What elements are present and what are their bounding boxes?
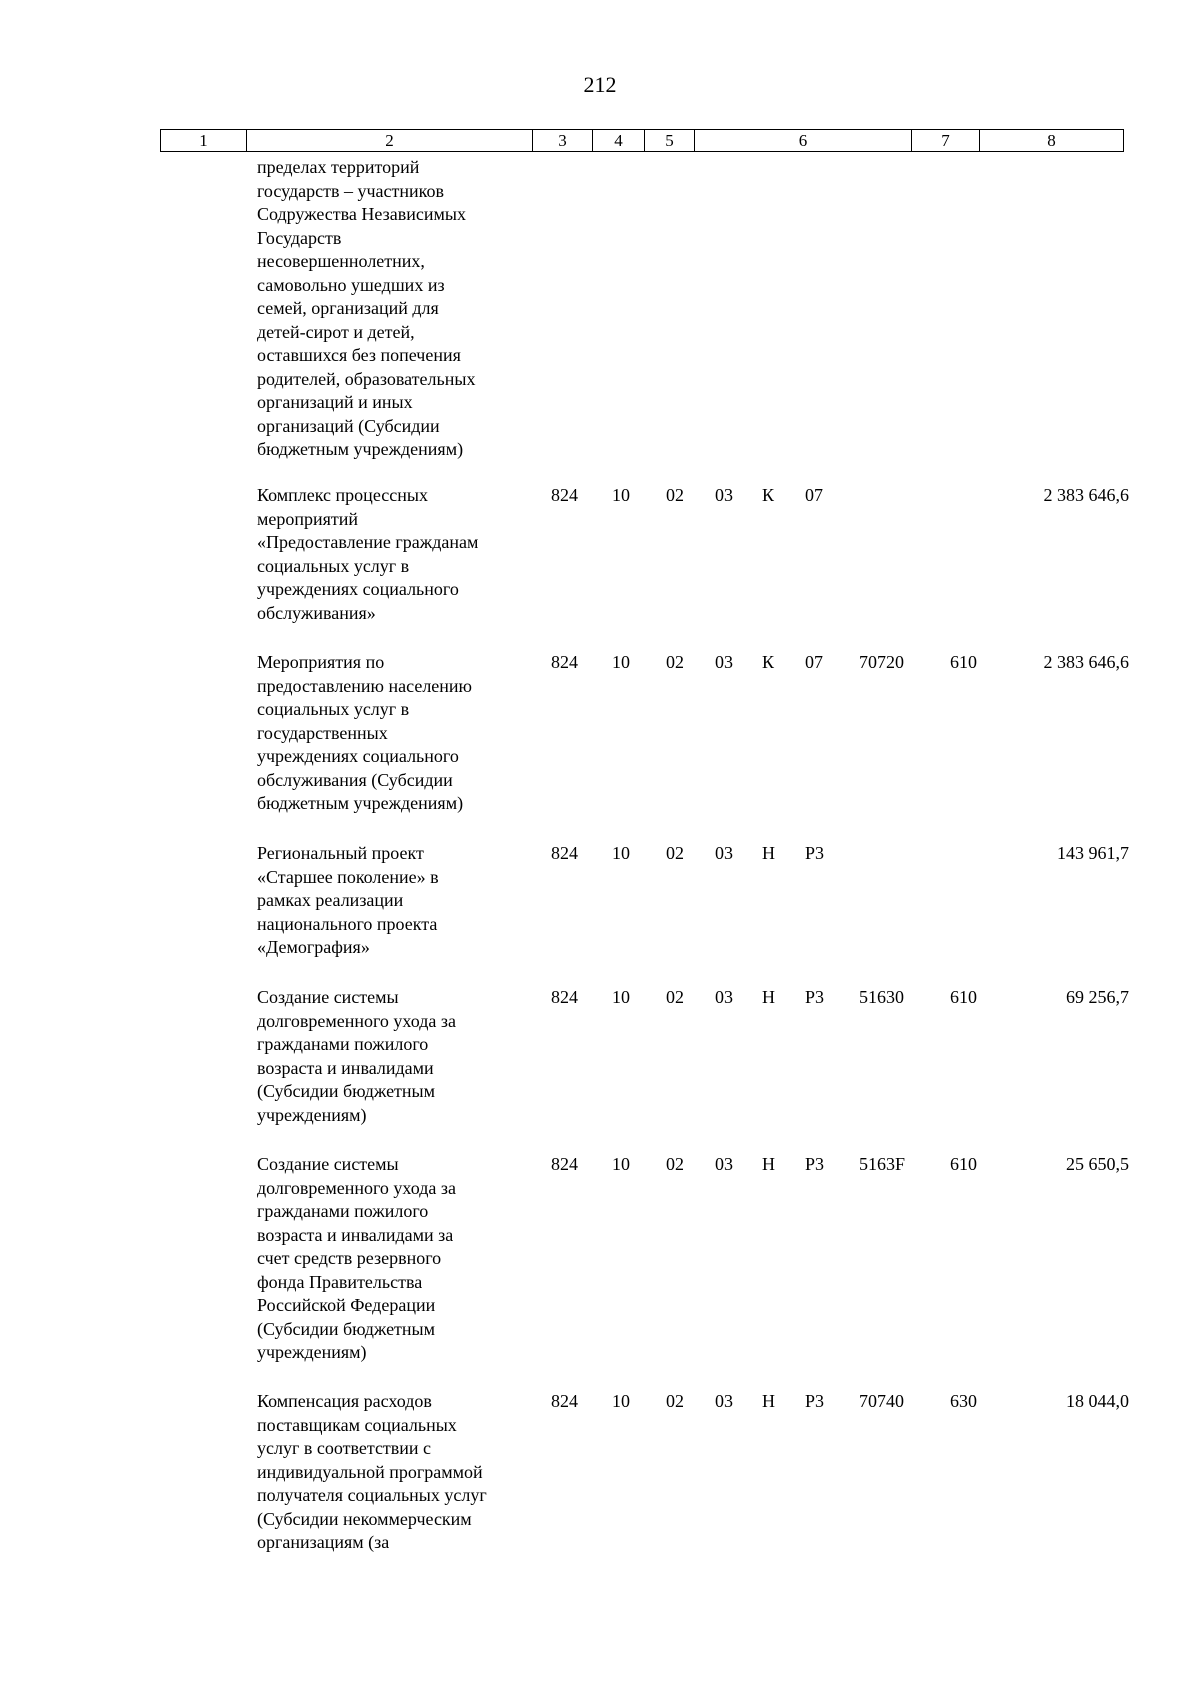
description-line: счет средств резервного bbox=[257, 1248, 442, 1268]
subsection-code: 02 bbox=[666, 652, 684, 672]
target-article-element: Р3 bbox=[805, 843, 825, 863]
subsection-code: 02 bbox=[666, 485, 684, 505]
target-article-direction: 70740 bbox=[859, 1391, 904, 1411]
target-article-program: 03 bbox=[715, 485, 733, 505]
target-article-type: К bbox=[762, 652, 775, 672]
description-line: учреждениях социального bbox=[257, 579, 459, 599]
column-header-6: 6 bbox=[695, 130, 912, 152]
description-line: рамках реализации bbox=[257, 890, 404, 910]
row-description bbox=[257, 651, 527, 816]
row-description bbox=[257, 484, 527, 625]
description-line: Компенсация расходов bbox=[257, 1391, 432, 1411]
description-line: Содружества Независимых bbox=[257, 204, 466, 224]
description-line: учреждениям) bbox=[257, 1104, 367, 1125]
description-line: национального проекта bbox=[257, 913, 438, 934]
expense-type-code: 610 bbox=[950, 1154, 977, 1174]
description-line: самовольно ушедших из bbox=[257, 274, 445, 295]
description-line: (Субсидии некоммерческим bbox=[257, 1508, 472, 1529]
column-header-5: 5 bbox=[645, 130, 695, 152]
amount: 2 383 646,6 bbox=[1043, 485, 1129, 505]
grbs-code: 824 bbox=[551, 652, 578, 672]
target-article-direction: 51630 bbox=[859, 987, 904, 1007]
subsection-code: 02 bbox=[666, 843, 684, 863]
column-header-table bbox=[160, 129, 1124, 152]
amount: 143 961,7 bbox=[1057, 843, 1129, 863]
description-line: организаций (Субсидии bbox=[257, 415, 440, 436]
description-line: бюджетным учреждениям) bbox=[257, 439, 464, 459]
target-article-type: Н bbox=[762, 987, 775, 1007]
grbs-code: 824 bbox=[551, 843, 578, 863]
expense-type-code: 610 bbox=[950, 987, 977, 1007]
section-code: 10 bbox=[612, 485, 630, 505]
target-article-type: К bbox=[762, 485, 775, 505]
target-article-direction: 5163F bbox=[859, 1154, 906, 1174]
subsection-code: 02 bbox=[666, 987, 684, 1007]
grbs-code: 824 bbox=[551, 1391, 578, 1411]
amount: 18 044,0 bbox=[1066, 1391, 1129, 1411]
description-line: «Предоставление гражданам bbox=[257, 532, 479, 552]
column-header-7: 7 bbox=[912, 130, 980, 152]
target-article-element: Р3 bbox=[805, 987, 825, 1007]
row-description bbox=[257, 842, 527, 960]
description-line: организациям (за bbox=[257, 1532, 390, 1552]
amount: 69 256,7 bbox=[1066, 987, 1129, 1007]
column-header-2: 2 bbox=[247, 130, 533, 152]
description-line: социальных услуг в bbox=[257, 555, 410, 576]
description-line: «Демография» bbox=[257, 937, 370, 957]
section-code: 10 bbox=[612, 652, 630, 672]
description-line: (Субсидии бюджетным bbox=[257, 1318, 436, 1339]
expense-type-code: 610 bbox=[950, 652, 977, 672]
section-code: 10 bbox=[612, 1154, 630, 1174]
target-article-program: 03 bbox=[715, 652, 733, 672]
description-line: гражданами пожилого bbox=[257, 1201, 429, 1221]
description-line: Мероприятия по bbox=[257, 652, 385, 672]
column-header-4: 4 bbox=[593, 130, 645, 152]
description-line: гражданами пожилого bbox=[257, 1034, 429, 1054]
description-line: возраста и инвалидами bbox=[257, 1057, 434, 1078]
row-description bbox=[257, 156, 527, 462]
grbs-code: 824 bbox=[551, 1154, 578, 1174]
description-line: Государств bbox=[257, 227, 342, 248]
description-line: учреждениям) bbox=[257, 1342, 367, 1362]
description-line: государственных bbox=[257, 722, 388, 743]
description-line: социальных услуг в bbox=[257, 699, 410, 719]
target-article-program: 03 bbox=[715, 843, 733, 863]
description-line: Комплекс процессных bbox=[257, 485, 428, 505]
description-line: бюджетным учреждениям) bbox=[257, 793, 464, 813]
description-line: поставщикам социальных bbox=[257, 1414, 457, 1435]
description-line: предоставлению населению bbox=[257, 675, 473, 696]
description-line: услуг в соответствии с bbox=[257, 1438, 432, 1458]
expense-type-code: 630 bbox=[950, 1391, 977, 1411]
description-line: государств – участников bbox=[257, 180, 444, 201]
description-line: долговременного ухода за bbox=[257, 1177, 456, 1198]
grbs-code: 824 bbox=[551, 987, 578, 1007]
description-line: Региональный проект bbox=[257, 843, 424, 863]
description-line: несовершеннолетних, bbox=[257, 251, 425, 271]
target-article-program: 03 bbox=[715, 987, 733, 1007]
subsection-code: 02 bbox=[666, 1391, 684, 1411]
description-line: оставшихся без попечения bbox=[257, 345, 461, 365]
section-code: 10 bbox=[612, 1391, 630, 1411]
description-line: учреждениях социального bbox=[257, 746, 459, 766]
row-description bbox=[257, 1390, 527, 1555]
target-article-direction: 70720 bbox=[859, 652, 904, 672]
grbs-code: 824 bbox=[551, 485, 578, 505]
amount: 2 383 646,6 bbox=[1043, 652, 1129, 672]
description-line: обслуживания» bbox=[257, 602, 376, 623]
description-line: фонда Правительства bbox=[257, 1271, 423, 1292]
target-article-element: Р3 bbox=[805, 1154, 825, 1174]
target-article-type: Н bbox=[762, 1391, 775, 1411]
description-line: Создание системы bbox=[257, 1154, 399, 1174]
column-header-3: 3 bbox=[533, 130, 593, 152]
description-line: долговременного ухода за bbox=[257, 1010, 456, 1031]
description-line: родителей, образовательных bbox=[257, 368, 476, 389]
target-article-element: 07 bbox=[805, 652, 823, 672]
section-code: 10 bbox=[612, 843, 630, 863]
description-line: возраста и инвалидами за bbox=[257, 1224, 454, 1245]
target-article-element: Р3 bbox=[805, 1391, 825, 1411]
column-header-row bbox=[161, 130, 1124, 152]
target-article-program: 03 bbox=[715, 1391, 733, 1411]
description-line: получателя социальных услуг bbox=[257, 1485, 487, 1505]
description-line: Создание системы bbox=[257, 987, 399, 1007]
row-description bbox=[257, 986, 527, 1127]
target-article-type: Н bbox=[762, 1154, 775, 1174]
description-line: мероприятий bbox=[257, 508, 359, 529]
description-line: пределах территорий bbox=[257, 157, 420, 177]
row-description bbox=[257, 1153, 527, 1365]
page-number: 212 bbox=[583, 72, 617, 97]
subsection-code: 02 bbox=[666, 1154, 684, 1174]
description-line: организаций и иных bbox=[257, 392, 413, 412]
section-code: 10 bbox=[612, 987, 630, 1007]
target-article-program: 03 bbox=[715, 1154, 733, 1174]
description-line: семей, организаций для bbox=[257, 298, 439, 318]
description-line: (Субсидии бюджетным bbox=[257, 1081, 436, 1101]
target-article-type: Н bbox=[762, 843, 775, 863]
description-line: обслуживания (Субсидии bbox=[257, 769, 453, 790]
target-article-element: 07 bbox=[805, 485, 823, 505]
description-line: «Старшее поколение» в bbox=[257, 866, 439, 887]
column-header-1: 1 bbox=[161, 130, 247, 152]
description-line: индивидуальной программой bbox=[257, 1461, 483, 1482]
description-line: Российской Федерации bbox=[257, 1295, 436, 1315]
description-line: детей-сирот и детей, bbox=[257, 321, 415, 342]
column-header-8: 8 bbox=[980, 130, 1124, 152]
amount: 25 650,5 bbox=[1066, 1154, 1129, 1174]
